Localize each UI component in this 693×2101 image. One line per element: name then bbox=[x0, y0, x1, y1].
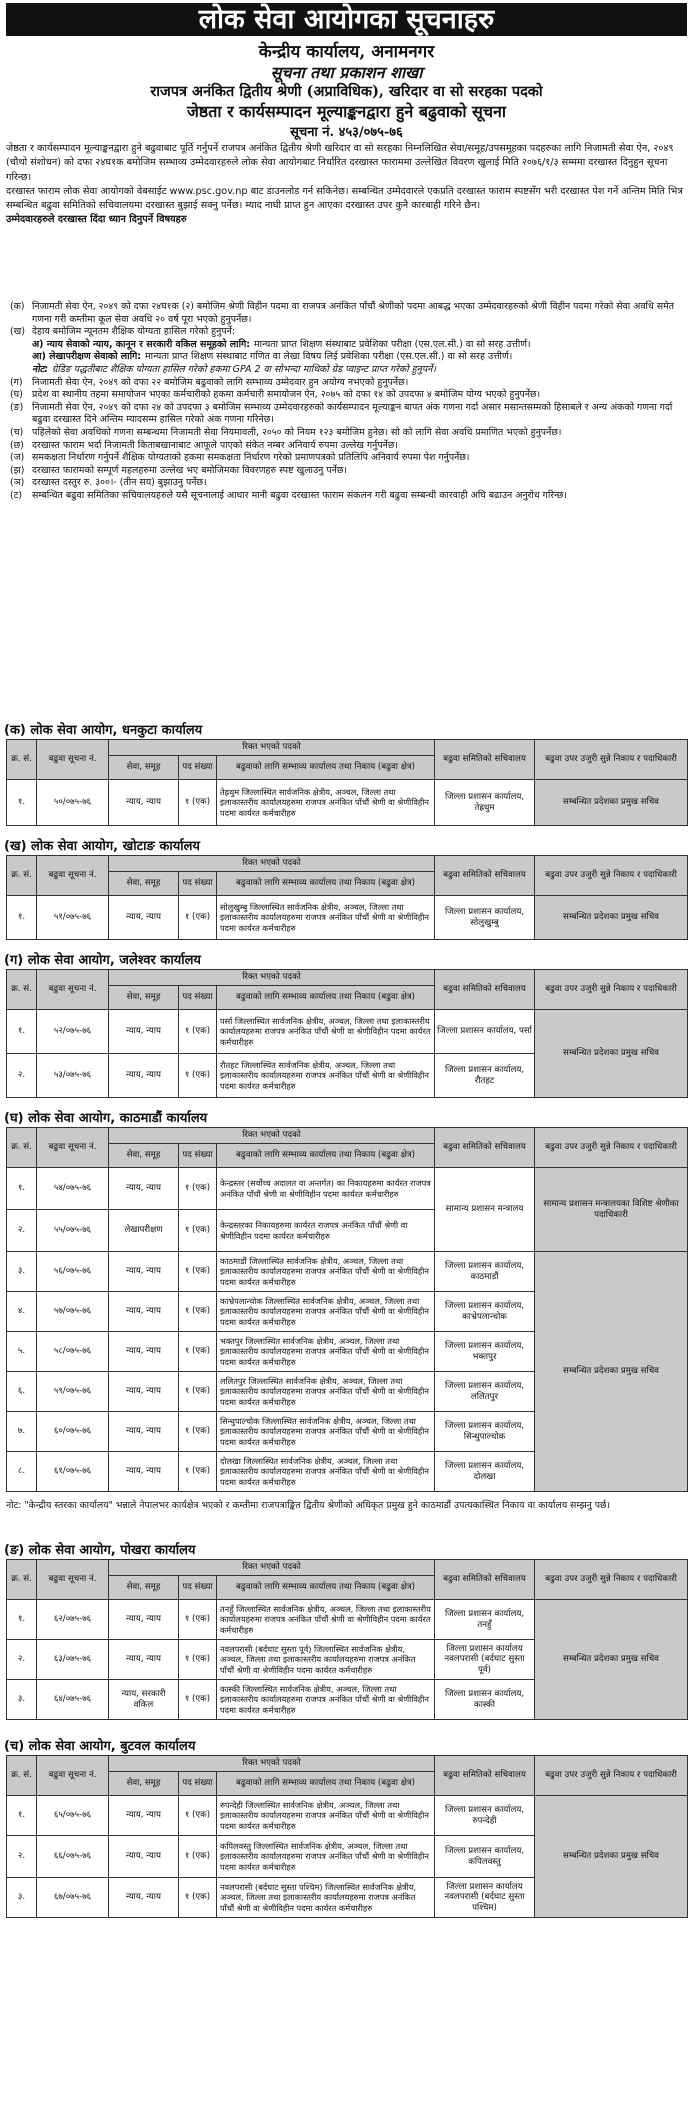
cell-sn: ३. bbox=[7, 1680, 37, 1720]
cell-secretariat: जिल्ला प्रशासन कार्यालय, दोलखा bbox=[435, 1452, 535, 1492]
col-header-service: सेवा, समूह bbox=[109, 1144, 179, 1168]
cell-area: भक्तपुर जिल्लास्थित सार्वजनिक क्षेत्रीय, अञ्चल, जिल्ला तथा इलाकास्तरीय कार्यालयहरुमा राजपत्र अनंकित पाँचौं श्रेणी वा श्रेणीविहीन पदमा कार्यरत कर्मचारीहरु bbox=[217, 1332, 435, 1372]
cell-secretariat: जिल्ला प्रशासन कार्यालय, कास्की bbox=[435, 1680, 535, 1720]
table-row bbox=[7, 1252, 688, 1292]
item-marker: (छ) bbox=[10, 439, 24, 451]
cell-posts: १ (एक) bbox=[179, 1292, 217, 1332]
cell-secretariat: जिल्ला प्रशासन कार्यालय, रौतहट bbox=[435, 1054, 535, 1098]
col-header-posts: पद संख्या bbox=[179, 1144, 217, 1168]
cell-service: न्याय, न्याय bbox=[109, 1168, 179, 1210]
cell-posts: १ (एक) bbox=[179, 1010, 217, 1054]
cell-sn: १. bbox=[7, 780, 37, 826]
cell-service: न्याय, न्याय bbox=[109, 896, 179, 940]
cell-service: न्याय, न्याय bbox=[109, 1412, 179, 1452]
table-row bbox=[7, 1796, 688, 1836]
cell-posts: १ (एक) bbox=[179, 780, 217, 826]
col-header-notice: बढुवा सूचना नं. bbox=[37, 740, 109, 780]
cell-service: न्याय, सरकारी वकिल bbox=[109, 1680, 179, 1720]
item-text: प्रदेश वा स्थानीय तहमा समायोजन भएका कर्मचारीको हकमा कर्मचारी समायोजन ऐन, २०७५ को दफा १४ को उपदफा ४ बमोजिम योग्य भएको हुनुपर्नेछ। bbox=[32, 389, 541, 401]
cell-area: तेह्रथुम जिल्लास्थित सार्वजनिक क्षेत्रीय, अञ्चल, जिल्ला तथा इलाकास्तरीय कार्यालयहरुमा राजपत्र अनंकित पाँचौं श्रेणी वा श्रेणीविहीन पदमा कार्यरत कर्मचारीहरु bbox=[217, 780, 435, 826]
cell-notice-no: ६४/०७५-७६ bbox=[37, 1680, 109, 1720]
col-header-sn: क्र. सं. bbox=[7, 970, 37, 1010]
cell-complaint: सम्बन्धित प्रदेशका प्रमुख सचिव bbox=[535, 1010, 688, 1098]
section-title: (घ) लोक सेवा आयोग, काठमाडौं कार्यालय bbox=[4, 1111, 208, 1126]
col-header-vacancy: रिक्त भएको पदको bbox=[109, 1756, 435, 1772]
col-header-area: बढुवाको लागि सम्भाव्य कार्यालय तथा निकाय (बढुवा क्षेत्र) bbox=[217, 986, 435, 1010]
cell-sn: ६. bbox=[7, 1372, 37, 1412]
instruction-item bbox=[6, 465, 687, 478]
cell-posts: १ (एक) bbox=[179, 1372, 217, 1412]
item-marker: (क) bbox=[10, 301, 25, 312]
cell-area: कपिलवस्तु जिल्लास्थित सार्वजनिक क्षेत्रीय, अञ्चल, जिल्ला तथा इलाकास्तरीय कार्यालयहरुमा राजपत्र अनंकित पाँचौं श्रेणी वा श्रेणीविहीन पदमा कार्यरत कर्मचारीहरु bbox=[217, 1836, 435, 1878]
item-marker: (ज) bbox=[10, 452, 25, 464]
cell-service: न्याय, न्याय bbox=[109, 1252, 179, 1292]
section-title: (ग) लोक सेवा आयोग, जलेश्वर कार्यालय bbox=[4, 953, 201, 968]
header-row bbox=[7, 740, 688, 756]
col-header-service: सेवा, समूह bbox=[109, 986, 179, 1010]
vacancy-table bbox=[6, 1755, 688, 1918]
section-title: (ङ) लोक सेवा आयोग, पोखरा कार्यालय bbox=[4, 1543, 196, 1558]
instruction-subitem bbox=[6, 351, 687, 364]
cell-complaint: सम्बन्धित प्रदेशका प्रमुख सचिव bbox=[535, 896, 688, 940]
intro-paragraph: जेष्ठता र कार्यसम्पादन मूल्याङ्कनद्वारा हुने बढुवाबाट पूर्ति गर्नुपर्ने राजपत्र अनंकित द्वितीय श्रेणी खरिदार वा सो सरहका निम्नलिखित सेवा/समूह/उपसमूहका पदहरुका लागि निजामती सेवा ऐन, २०४९ (चौथो संशोधन) को दफा २४घ१क बमोजिम सम्भाव्य उम्मेदवारहरुले लोक सेवा आयोगबाट निर्धारित दरखास्त फाराममा उल्लेखित विवरण खुलाई मिति २०७६/१/३ सम्ममा दरखास्त दिनुहुन सूचना गरिन्छ। bbox=[6, 143, 674, 183]
cell-notice-no: ५६/०७५-७६ bbox=[37, 1252, 109, 1292]
cell-service: न्याय, न्याय bbox=[109, 1640, 179, 1680]
vacancy-table bbox=[6, 1559, 688, 1720]
item-marker: (च) bbox=[10, 426, 24, 438]
header-row bbox=[7, 1756, 688, 1772]
cell-notice-no: ५९/०७५-७६ bbox=[37, 1372, 109, 1412]
col-header-area: बढुवाको लागि सम्भाव्य कार्यालय तथा निकाय (बढुवा क्षेत्र) bbox=[217, 872, 435, 896]
cell-service: न्याय, न्याय bbox=[109, 1796, 179, 1836]
instruction-item bbox=[6, 490, 687, 503]
cell-service: न्याय, न्याय bbox=[109, 1054, 179, 1098]
col-header-vacancy: रिक्त भएको पदको bbox=[109, 970, 435, 986]
col-header-area: बढुवाको लागि सम्भाव्य कार्यालय तथा निकाय (बढुवा क्षेत्र) bbox=[217, 1144, 435, 1168]
item-text: दरखास्त दस्तुर रु. ३००।- (तीन सय) बुझाउनु पर्नेछ। bbox=[32, 477, 207, 489]
col-header-sn: क्र. सं. bbox=[7, 1756, 37, 1796]
instruction-item bbox=[6, 377, 687, 390]
table-row bbox=[7, 780, 688, 826]
item-text: देहाय बमोजिम न्यूनतम शैक्षिक योग्यता हासिल गरेको हुनुपर्ने: bbox=[32, 326, 235, 338]
subitem-label: नोट: bbox=[32, 363, 49, 375]
cell-posts: १ (एक) bbox=[179, 896, 217, 940]
cell-secretariat: जिल्ला प्रशासन कार्यालय, काभ्रेपलान्चोक bbox=[435, 1292, 535, 1332]
col-header-posts: पद संख्या bbox=[179, 1576, 217, 1600]
header-row bbox=[7, 970, 688, 986]
cell-notice-no: ६२/०७५-७६ bbox=[37, 1600, 109, 1640]
cell-area: काभ्रेपलान्चोक जिल्लास्थित सार्वजनिक क्षेत्रीय, अञ्चल, जिल्ला तथा इलाकास्तरीय कार्यालयहरुमा राजपत्र अनंकित पाँचौं श्रेणी वा श्रेणीविहीन पदमा कार्यरत कर्मचारीहरु bbox=[217, 1292, 435, 1332]
cell-posts: १ (एक) bbox=[179, 1796, 217, 1836]
cell-posts: १ (एक) bbox=[179, 1168, 217, 1210]
table-row bbox=[7, 896, 688, 940]
cell-secretariat: जिल्ला प्रशासन कार्यालय, सिन्धुपाल्चोक bbox=[435, 1412, 535, 1452]
item-text: निजामती सेवा ऐन, २०४९ को दफा २२ बमोजिम बढुवाको लागि सम्भाव्य उम्मेदवार हुन अयोग्य नभएको हुनुपर्नेछ। bbox=[32, 376, 409, 388]
cell-notice-no: ५०/०७५-७६ bbox=[37, 780, 109, 826]
col-header-vacancy: रिक्त भएको पदको bbox=[109, 1128, 435, 1144]
cell-notice-no: ५४/०७५-७६ bbox=[37, 1168, 109, 1210]
cell-service: न्याय, न्याय bbox=[109, 1878, 179, 1918]
cell-sn: ७. bbox=[7, 1412, 37, 1452]
item-marker: (ख) bbox=[10, 326, 25, 338]
col-header-sn: क्र. सं. bbox=[7, 740, 37, 780]
col-header-secretariat: बढुवा समितिको सचिवालय bbox=[435, 740, 535, 780]
header-row bbox=[7, 856, 688, 872]
cell-sn: ५. bbox=[7, 1332, 37, 1372]
col-header-area: बढुवाको लागि सम्भाव्य कार्यालय तथा निकाय (बढुवा क्षेत्र) bbox=[217, 1772, 435, 1796]
cell-sn: ३. bbox=[7, 1252, 37, 1292]
instruction-item bbox=[6, 301, 687, 326]
col-header-vacancy: रिक्त भएको पदको bbox=[109, 740, 435, 756]
cell-sn: ८. bbox=[7, 1452, 37, 1492]
col-header-service: सेवा, समूह bbox=[109, 1772, 179, 1796]
cell-complaint: सामान्य प्रशासन मन्त्रालयका विशिष्ट श्रेणीका पदाधिकारी bbox=[535, 1168, 688, 1252]
cell-posts: १ (एक) bbox=[179, 1252, 217, 1292]
banner-title: लोक सेवा आयोगका सूचनाहरु bbox=[6, 3, 687, 36]
cell-service: न्याय, न्याय bbox=[109, 1600, 179, 1640]
col-header-notice: बढुवा सूचना नं. bbox=[37, 970, 109, 1010]
cell-sn: १. bbox=[7, 1010, 37, 1054]
instruction-subitem bbox=[6, 364, 687, 377]
cell-area: केन्द्रस्तर (सर्वोच्च अदालत वा अन्तर्गत) का निकायहरुमा कार्यरत राजपत्र अनंकित पाँचौं श्रेणी वा श्रेणीविहीन पदमा कार्यरत कर्मचारीहरु bbox=[217, 1168, 435, 1210]
cell-complaint: सम्बन्धित प्रदेशका प्रमुख सचिव bbox=[535, 780, 688, 826]
cell-posts: १ (एक) bbox=[179, 1878, 217, 1918]
header-row bbox=[7, 1560, 688, 1576]
col-header-notice: बढुवा सूचना नं. bbox=[37, 1756, 109, 1796]
cell-area: काठमाडौं जिल्लास्थित सार्वजनिक क्षेत्रीय, अञ्चल, जिल्ला तथा इलाकास्तरीय कार्यालयहरुमा राजपत्र अनंकित पाँचौं श्रेणी वा श्रेणीविहीन पदमा कार्यरत कर्मचारीहरु bbox=[217, 1252, 435, 1292]
col-header-sn: क्र. सं. bbox=[7, 1128, 37, 1168]
cell-complaint: सम्बन्धित प्रदेशका प्रमुख सचिव bbox=[535, 1252, 688, 1492]
cell-posts: १ (एक) bbox=[179, 1680, 217, 1720]
cell-secretariat: जिल्ला प्रशासन कार्यालय, तेह्रथुम bbox=[435, 780, 535, 826]
col-header-secretariat: बढुवा समितिको सचिवालय bbox=[435, 1128, 535, 1168]
cell-sn: २. bbox=[7, 1640, 37, 1680]
subitem-label: आ) लेखापरीक्षण सेवाको लागि: bbox=[32, 351, 142, 363]
item-marker: (ग) bbox=[10, 376, 23, 388]
cell-notice-no: ६३/०७५-७६ bbox=[37, 1640, 109, 1680]
vacancy-table bbox=[6, 739, 688, 826]
notice-number: सूचना नं. ४५३/०७५-७६ bbox=[290, 125, 403, 140]
col-header-complaint: बढुवा उपर उजुरी सुन्ने निकाय र पदाधिकारी bbox=[535, 970, 688, 1010]
cell-sn: १. bbox=[7, 1796, 37, 1836]
cell-area: तनहुँ जिल्लास्थित सार्वजनिक क्षेत्रीय, अञ्चल, जिल्ला तथा इलाकास्तरीय कार्यालयहरुमा राजपत्र अनंकित पाँचौं श्रेणी वा श्रेणीविहीन पदमा कार्यरत कर्मचारीहरु bbox=[217, 1600, 435, 1640]
cell-secretariat: जिल्ला प्रशासन कार्यालय, कपिलवस्तु bbox=[435, 1836, 535, 1878]
col-header-secretariat: बढुवा समितिको सचिवालय bbox=[435, 1560, 535, 1600]
cell-secretariat: जिल्ला प्रशासन कार्यालय नवलपरासी (बर्दघाट सुस्ता पूर्व) bbox=[435, 1640, 535, 1680]
kathmandu-note: नोट: "केन्द्रीय स्तरका कार्यालय" भन्नाले नेपालभर कार्यक्षेत्र भएको र कम्तीमा राजपत्राङ्कित द्वितीय श्रेणीको अधिकृत प्रमुख हुने काठमाडौं उपत्यकास्थित निकाय वा कार्यालय सम्झनु पर्छ। bbox=[6, 1500, 611, 1511]
cell-notice-no: ५१/०७५-७६ bbox=[37, 896, 109, 940]
col-header-area: बढुवाको लागि सम्भाव्य कार्यालय तथा निकाय (बढुवा क्षेत्र) bbox=[217, 1576, 435, 1600]
cell-area: केन्द्रस्तरका निकायहरुमा कार्यरत राजपत्र अनंकित पाँचौं श्रेणी वा श्रेणीविहीन पदमा कार्यरत कर्मचारीहरु bbox=[217, 1210, 435, 1252]
cell-notice-no: ६५/०७५-७६ bbox=[37, 1796, 109, 1836]
col-header-sn: क्र. सं. bbox=[7, 856, 37, 896]
col-header-secretariat: बढुवा समितिको सचिवालय bbox=[435, 856, 535, 896]
col-header-notice: बढुवा सूचना नं. bbox=[37, 1128, 109, 1168]
item-marker: (ञ) bbox=[10, 477, 25, 489]
section-title: (ख) लोक सेवा आयोग, खोटाङ कार्यालय bbox=[4, 839, 200, 854]
col-header-sn: क्र. सं. bbox=[7, 1560, 37, 1600]
cell-area: सोलुखुम्बु जिल्लास्थित सार्वजनिक क्षेत्रीय, अञ्चल, जिल्ला तथा इलाकास्तरीय कार्यालयहरुमा राजपत्र अनंकित पाँचौं श्रेणी वा श्रेणीविहीन पदमा कार्यरत कर्मचारीहरु bbox=[217, 896, 435, 940]
instruction-item bbox=[6, 427, 687, 440]
cell-service: न्याय, न्याय bbox=[109, 1332, 179, 1372]
subject-line-2: जेष्ठता र कार्यसम्पादन मूल्याङ्कनद्वारा हुने बढुवाको सूचना bbox=[186, 102, 507, 121]
cell-service: न्याय, न्याय bbox=[109, 780, 179, 826]
col-header-vacancy: रिक्त भएको पदको bbox=[109, 1560, 435, 1576]
table-row bbox=[7, 1010, 688, 1054]
cell-service: न्याय, न्याय bbox=[109, 1452, 179, 1492]
col-header-secretariat: बढुवा समितिको सचिवालय bbox=[435, 970, 535, 1010]
cell-posts: १ (एक) bbox=[179, 1600, 217, 1640]
cell-area: ललितपुर जिल्लास्थित सार्वजनिक क्षेत्रीय, अञ्चल, जिल्ला तथा इलाकास्तरीय कार्यालयहरुमा राजपत्र अनंकित पाँचौं श्रेणी वा श्रेणीविहीन पदमा कार्यरत कर्मचारीहरु bbox=[217, 1372, 435, 1412]
section-title: (क) लोक सेवा आयोग, धनकुटा कार्यालय bbox=[4, 723, 203, 738]
subitem-text: मान्यता प्राप्त शिक्षण संस्थाबाट गणित वा लेखा विषय लिई प्रवेशिका परीक्षा (एस.एल.सी.) वा सो सरह उत्तीर्ण। bbox=[145, 351, 513, 363]
col-header-complaint: बढुवा उपर उजुरी सुन्ने निकाय र पदाधिकारी bbox=[535, 856, 688, 896]
cell-posts: १ (एक) bbox=[179, 1332, 217, 1372]
cell-notice-no: ५७/०७५-७६ bbox=[37, 1292, 109, 1332]
col-header-service: सेवा, समूह bbox=[109, 1576, 179, 1600]
col-header-complaint: बढुवा उपर उजुरी सुन्ने निकाय र पदाधिकारी bbox=[535, 740, 688, 780]
subitem-label: अ) न्याय सेवाको न्याय, कानून र सरकारी वकिल समूहको लागि: bbox=[32, 338, 251, 350]
cell-sn: ४. bbox=[7, 1292, 37, 1332]
cell-posts: १ (एक) bbox=[179, 1452, 217, 1492]
intro-paragraph-2: दरखास्त फाराम लोक सेवा आयोगको वेबसाईट www.psc.gov.np बाट डाउनलोड गर्न सकिनेछ। सम्बन्धित उम्मेदवारले एकप्रति दरखास्त फाराम स्पष्टसँग भरी दरखास्त पेश गर्ने अन्तिम मिति भित्र सम्बन्धित बढुवा समितिको सचिवालयमा दरखास्त बुझाई सक्नु पर्नेछ। म्याद नाघी प्राप्त हुन आएका दरखास्त उपर कुनै कारबाही गरिने छैन। bbox=[6, 185, 683, 212]
item-text: सम्बन्धित बढुवा समितिका सचिवालयहरुले यसै सूचनालाई आधार मानी बढुवा दरखास्त फाराम संकलन गरी बढुवा सम्बन्धी कारवाही अघि बढाउन अनुरोध गरिन्छ। bbox=[32, 489, 567, 501]
cell-complaint: सम्बन्धित प्रदेशका प्रमुख सचिव bbox=[535, 1600, 688, 1720]
cell-sn: १. bbox=[7, 896, 37, 940]
col-header-notice: बढुवा सूचना नं. bbox=[37, 1560, 109, 1600]
cell-secretariat: जिल्ला प्रशासन कार्यालय, काठमाडौं bbox=[435, 1252, 535, 1292]
instruction-item bbox=[6, 452, 687, 465]
instruction-item bbox=[6, 477, 687, 490]
instruction-item bbox=[6, 440, 687, 453]
instructions-title: उम्मेदवारहरुले दरखास्त दिंदा ध्यान दिनुपर्ने विषयहरु bbox=[6, 214, 187, 226]
instruction-item bbox=[6, 402, 687, 427]
instruction-list bbox=[6, 301, 687, 503]
cell-posts: १ (एक) bbox=[179, 1836, 217, 1878]
cell-area: नवलपरासी (बर्दघाट सुस्ता पश्चिम) जिल्लास्थित सार्वजनिक क्षेत्रीय, अञ्चल, जिल्ला तथा इलाकास्तरीय कार्यालयहरुमा राजपत्र अनंकित पाँचौं श्रेणी वा श्रेणीविहीन पदमा कार्यरत कर्मचारीहरु bbox=[217, 1878, 435, 1918]
cell-posts: १ (एक) bbox=[179, 1640, 217, 1680]
cell-area: सिन्धुपाल्चोक जिल्लास्थित सार्वजनिक क्षेत्रीय, अञ्चल, जिल्ला तथा इलाकास्तरीय कार्यालयहरुमा राजपत्र अनंकित पाँचौं श्रेणी वा श्रेणीविहीन पदमा कार्यरत कर्मचारीहरु bbox=[217, 1412, 435, 1452]
col-header-posts: पद संख्या bbox=[179, 1772, 217, 1796]
item-text: निजामती सेवा ऐन, २०४९ को दफा २४ को उपदफा ३ बमोजिम सम्भाव्य उम्मेदवारहरुको कार्यसम्पादन मूल्याङ्कन बापत अंक गणना गर्दा असार मसान्तसम्मको हिसाबले र अन्य अंकको गणना गर्दा बढुवा दरखास्त दिने अन्तिम म्यादसम्म हासिल गरेको अंक गणना गरिनेछ। bbox=[32, 401, 673, 426]
col-header-complaint: बढुवा उपर उजुरी सुन्ने निकाय र पदाधिकारी bbox=[535, 1756, 688, 1796]
cell-secretariat: जिल्ला प्रशासन कार्यालय, पर्सा bbox=[435, 1010, 535, 1054]
cell-area: कास्की जिल्लास्थित सार्वजनिक क्षेत्रीय, अञ्चल, जिल्ला तथा इलाकास्तरीय कार्यालयहरुमा राजपत्र अनंकित पाँचौं श्रेणी वा श्रेणीविहीन पदमा कार्यरत कर्मचारीहरु bbox=[217, 1680, 435, 1720]
cell-notice-no: ५५/०७५-७६ bbox=[37, 1210, 109, 1252]
instruction-item bbox=[6, 326, 687, 339]
item-marker: (घ) bbox=[10, 389, 23, 401]
cell-area: पर्सा जिल्लास्थित सार्वजनिक क्षेत्रीय, अञ्चल, जिल्ला तथा इलाकास्तरीय कार्यालयहरुमा राजपत्र अनंकित पाँचौं श्रेणी वा श्रेणीविहीन पदमा कार्यरत कर्मचारीहरु bbox=[217, 1010, 435, 1054]
table-row bbox=[7, 1600, 688, 1640]
subitem-text: ग्रेडिङ पद्धतीबाट शैक्षिक योग्यता हासिल गरेको हकमा GPA 2 वा सोभन्दा माथिको ग्रेड प्वाइन्ट प्राप्त गरेको हुनुपर्ने। bbox=[52, 363, 436, 375]
item-marker: (झ) bbox=[10, 464, 25, 476]
item-text: दरखास्त फाराम भर्दा निजामती किताबखानाबाट आफूले पाएको संकेत नम्बर अनिवार्य रुपमा उल्लेख गर्नुपर्नेछ। bbox=[32, 439, 398, 451]
cell-notice-no: ६०/०७५-७६ bbox=[37, 1412, 109, 1452]
col-header-posts: पद संख्या bbox=[179, 872, 217, 896]
office-name: केन्द्रीय कार्यालय, अनामनगर bbox=[258, 42, 435, 62]
item-text: पहिलेको सेवा अवधिको गणना सम्बन्धमा निजामती सेवा नियमावली, २०५० को नियम १२३ बमोजिम हुनेछ। सो को लागि सेवा अवधि प्रमाणित भएको हुनुपर्नेछ। bbox=[32, 426, 562, 438]
cell-service: न्याय, न्याय bbox=[109, 1292, 179, 1332]
branch-name: सूचना तथा प्रकाशन शाखा bbox=[270, 63, 423, 82]
cell-notice-no: ५२/०७५-७६ bbox=[37, 1010, 109, 1054]
cell-secretariat: जिल्ला प्रशासन कार्यालय, भक्तपुर bbox=[435, 1332, 535, 1372]
cell-notice-no: ६७/०७५-७६ bbox=[37, 1878, 109, 1918]
cell-sn: ३. bbox=[7, 1878, 37, 1918]
col-header-service: सेवा, समूह bbox=[109, 756, 179, 780]
instruction-subitem bbox=[6, 339, 687, 352]
item-text: समकक्षता निर्धारण गर्नुपर्ने शैक्षिक योग्यताको हकमा समकक्षता निर्धारण गरेको प्रमाणपत्रको प्रतिलिपि अनिवार्य रुपमा पेश गर्नुपर्नेछ। bbox=[32, 452, 470, 464]
cell-service: न्याय, न्याय bbox=[109, 1010, 179, 1054]
col-header-complaint: बढुवा उपर उजुरी सुन्ने निकाय र पदाधिकारी bbox=[535, 1128, 688, 1168]
cell-sn: १. bbox=[7, 1600, 37, 1640]
cell-sn: २. bbox=[7, 1836, 37, 1878]
item-marker: (ट) bbox=[10, 489, 23, 501]
col-header-posts: पद संख्या bbox=[179, 756, 217, 780]
col-header-posts: पद संख्या bbox=[179, 986, 217, 1010]
col-header-notice: बढुवा सूचना नं. bbox=[37, 856, 109, 896]
col-header-area: बढुवाको लागि सम्भाव्य कार्यालय तथा निकाय (बढुवा क्षेत्र) bbox=[217, 756, 435, 780]
cell-area: रौतहट जिल्लास्थित सार्वजनिक क्षेत्रीय, अञ्चल, जिल्ला तथा इलाकास्तरीय कार्यालयहरुमा राजपत्र अनंकित पाँचौं श्रेणी वा श्रेणीविहीन पदमा कार्यरत कर्मचारीहरु bbox=[217, 1054, 435, 1098]
subitem-text: मान्यता प्राप्त शिक्षण संस्थाबाट प्रवेशिका परीक्षा (एस.एल.सी.) वा सो सरह उत्तीर्ण। bbox=[254, 338, 531, 350]
instruction-item bbox=[6, 389, 687, 402]
section-title: (च) लोक सेवा आयोग, बुटवल कार्यालय bbox=[4, 1739, 196, 1754]
cell-secretariat: जिल्ला प्रशासन कार्यालय, सोलुखुम्बु bbox=[435, 896, 535, 940]
cell-service: लेखापरीक्षण bbox=[109, 1210, 179, 1252]
cell-notice-no: ५८/०७५-७६ bbox=[37, 1332, 109, 1372]
cell-notice-no: ६१/०७५-७६ bbox=[37, 1452, 109, 1492]
cell-secretariat: जिल्ला प्रशासन कार्यालय, तनहुँ bbox=[435, 1600, 535, 1640]
col-header-complaint: बढुवा उपर उजुरी सुन्ने निकाय र पदाधिकारी bbox=[535, 1560, 688, 1600]
cell-secretariat: जिल्ला प्रशासन कार्यालय, रुपन्देही bbox=[435, 1796, 535, 1836]
item-text: दरखास्त फारामको सम्पूर्ण महलहरुमा उल्लेख भए बमोजिमका विवरणहरु स्पष्ट खुलाउनु पर्नेछ। bbox=[32, 464, 347, 476]
item-marker: (ङ) bbox=[10, 401, 24, 413]
cell-sn: २. bbox=[7, 1210, 37, 1252]
header-row bbox=[7, 1128, 688, 1144]
cell-notice-no: ५३/०७५-७६ bbox=[37, 1054, 109, 1098]
cell-area: दोलखा जिल्लास्थित सार्वजनिक क्षेत्रीय, अञ्चल, जिल्ला तथा इलाकास्तरीय कार्यालयहरुमा राजपत्र अनंकित पाँचौं श्रेणी वा श्रेणीविहीन पदमा कार्यरत कर्मचारीहरु bbox=[217, 1452, 435, 1492]
cell-posts: १ (एक) bbox=[179, 1210, 217, 1252]
intro-text bbox=[6, 142, 687, 228]
cell-secretariat: सामान्य प्रशासन मन्त्रालय bbox=[435, 1168, 535, 1252]
vacancy-table bbox=[6, 969, 688, 1098]
cell-sn: २. bbox=[7, 1054, 37, 1098]
cell-complaint: सम्बन्धित प्रदेशका प्रमुख सचिव bbox=[535, 1796, 688, 1918]
col-header-service: सेवा, समूह bbox=[109, 872, 179, 896]
table-row bbox=[7, 1168, 688, 1210]
subject-line-1: राजपत्र अनंकित द्वितीय श्रेणी (अप्राविधिक), खरिदार वा सो सरहका पदको bbox=[150, 83, 543, 100]
col-header-secretariat: बढुवा समितिको सचिवालय bbox=[435, 1756, 535, 1796]
item-text: निजामती सेवा ऐन, २०४९ को दफा २४घ१क (२) बमोजिम श्रेणी विहीन पदमा वा राजपत्र अनंकित पाँचौं श्रेणीको पदमा आबद्ध भएका उम्मेदवारहरुको श्रेणी विहीन पदमा गरेको सेवा अवधि समेत गणना गरी कम्तीमा कूल सेवा अवधि २० वर्ष पूरा भएको हुनुपर्नेछ। bbox=[32, 301, 675, 325]
vacancy-table bbox=[6, 855, 688, 940]
cell-secretariat: जिल्ला प्रशासन कार्यालय नवलपरासी (बर्दघाट सुस्ता पश्चिम) bbox=[435, 1878, 535, 1918]
cell-notice-no: ६६/०७५-७६ bbox=[37, 1836, 109, 1878]
cell-sn: १. bbox=[7, 1168, 37, 1210]
cell-service: न्याय, न्याय bbox=[109, 1372, 179, 1412]
col-header-vacancy: रिक्त भएको पदको bbox=[109, 856, 435, 872]
cell-posts: १ (एक) bbox=[179, 1054, 217, 1098]
cell-area: नवलपरासी (बर्दघाट सुस्ता पूर्व) जिल्लास्थित सार्वजनिक क्षेत्रीय, अञ्चल, जिल्ला तथा इलाकास्तरीय कार्यालयहरुमा राजपत्र अनंकित पाँचौं श्रेणी वा श्रेणीविहीन पदमा कार्यरत कर्मचारीहरु bbox=[217, 1640, 435, 1680]
cell-posts: १ (एक) bbox=[179, 1412, 217, 1452]
cell-area: रुपन्देही जिल्लास्थित सार्वजनिक क्षेत्रीय, अञ्चल, जिल्ला तथा इलाकास्तरीय कार्यालयहरुमा राजपत्र अनंकित पाँचौं श्रेणी वा श्रेणीविहीन पदमा कार्यरत कर्मचारीहरु bbox=[217, 1796, 435, 1836]
cell-secretariat: जिल्ला प्रशासन कार्यालय, ललितपुर bbox=[435, 1372, 535, 1412]
vacancy-table bbox=[6, 1127, 688, 1492]
cell-service: न्याय, न्याय bbox=[109, 1836, 179, 1878]
